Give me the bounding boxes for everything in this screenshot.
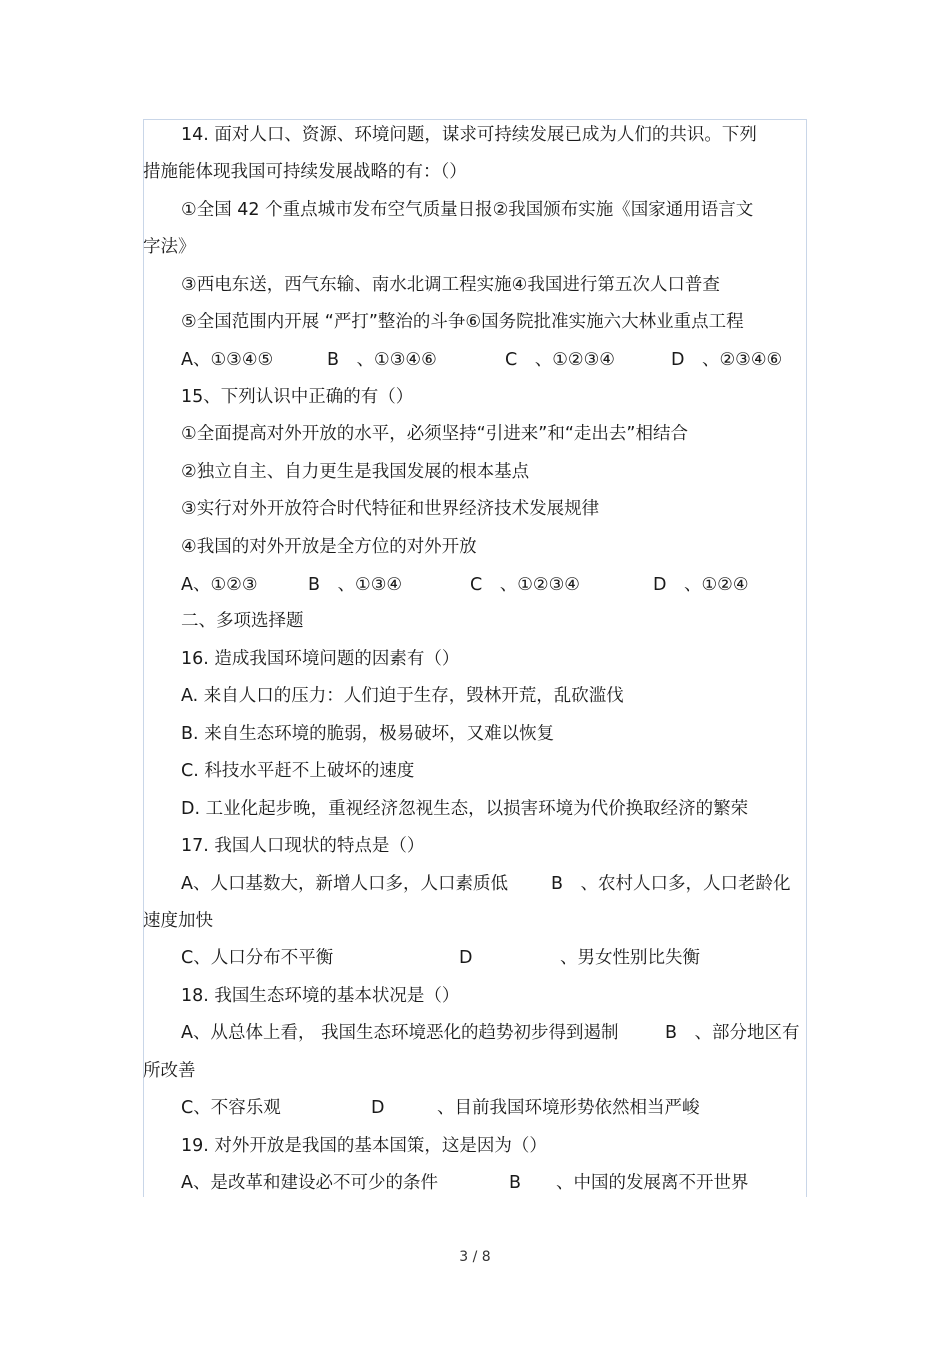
q14-option-b: B 、①③④⑥ [327, 350, 437, 370]
q18-stem: 18. 我国生态环境的基本状况是（） [181, 986, 460, 1006]
q14-stem-line-1: 14. 面对人口、资源、环境问题，谋求可持续发展已成为人们的共识。下列 [181, 125, 757, 145]
q17-options-row-1 [143, 869, 807, 899]
q17-stem: 17. 我国人口现状的特点是（） [181, 836, 425, 856]
q15-item-4: ④我国的对外开放是全方位的对外开放 [181, 537, 477, 557]
q15-option-d: D 、①②④ [653, 575, 749, 595]
q15-stem: 15、下列认识中正确的有（） [181, 387, 414, 407]
q17-option-a: A、人口基数大，新增人口多，人口素质低 [181, 874, 508, 894]
q14-item-1: ①全国 42 个重点城市发布空气质量日报②我国颁布实施《国家通用语言文 [181, 200, 754, 220]
q19-option-b: B 、中国的发展离不开世界 [509, 1173, 749, 1193]
q14-item-3: ⑤全国范围内开展 “严打”整治的斗争⑥国务院批准实施六大林业重点工程 [181, 312, 744, 332]
q14-options [143, 345, 807, 375]
q15-options [143, 570, 807, 600]
q18-options-row-1 [143, 1018, 807, 1048]
q17-options-row-2 [143, 943, 807, 973]
q16-stem: 16. 造成我国环境问题的因素有（） [181, 649, 460, 669]
q19-options [143, 1168, 807, 1198]
q17-option-d: D 、男女性别比失衡 [459, 948, 700, 968]
q14-item-2: ③西电东送，西气东输、南水北调工程实施④我国进行第五次人口普查 [181, 275, 720, 295]
q15-item-2: ②独立自主、自力更生是我国发展的根本基点 [181, 462, 530, 482]
q18-option-b: B 、部分地区有 [665, 1023, 800, 1043]
q14-option-c: C 、①②③④ [505, 350, 615, 370]
q18-options-row-2 [143, 1093, 807, 1123]
q16-option-b: B. 来自生态环境的脆弱，极易破坏，又难以恢复 [181, 724, 555, 744]
q16-option-d: D. 工业化起步晚，重视经济忽视生态，以损害环境为代价换取经济的繁荣 [181, 799, 749, 819]
q16-option-a: A. 来自人口的压力：人们迫于生存，毁林开荒，乱砍滥伐 [181, 686, 624, 706]
q15-item-3: ③实行对外开放符合时代特征和世界经济技术发展规律 [181, 499, 600, 519]
q14-option-d: D 、②③④⑥ [671, 350, 783, 370]
q14-item-1-cont: 字法》 [143, 237, 196, 257]
q17-option-b: B 、农村人口多，人口老龄化 [551, 874, 791, 894]
q19-option-a: A、是改革和建设必不可少的条件 [181, 1173, 438, 1193]
q16-option-c: C. 科技水平赶不上破坏的速度 [181, 761, 415, 781]
q19-stem: 19. 对外开放是我国的基本国策，这是因为（） [181, 1136, 547, 1156]
q14-option-a: A、①③④⑤ [181, 350, 274, 370]
q17-option-c: C、人口分布不平衡 [181, 948, 334, 968]
q17-option-b-cont: 速度加快 [143, 911, 213, 931]
q15-option-b: B 、①③④ [308, 575, 403, 595]
section-title: 二、多项选择题 [181, 611, 304, 631]
q18-option-c: C、不容乐观 [181, 1098, 281, 1118]
q18-option-d: D 、目前我国环境形势依然相当严峻 [371, 1098, 700, 1118]
q18-option-a: A、从总体上看， 我国生态环境恶化的趋势初步得到遏制 [181, 1023, 619, 1043]
q18-option-b-cont: 所改善 [143, 1061, 196, 1081]
q14-stem-line-2: 措施能体现我国可持续发展战略的有：（） [143, 162, 467, 182]
page-number: 3 / 8 [459, 1249, 491, 1265]
q15-option-a: A、①②③ [181, 575, 258, 595]
q15-option-c: C 、①②③④ [470, 575, 580, 595]
q15-item-1: ①全面提高对外开放的水平，必须坚持“引进来”和“走出去”相结合 [181, 424, 688, 444]
